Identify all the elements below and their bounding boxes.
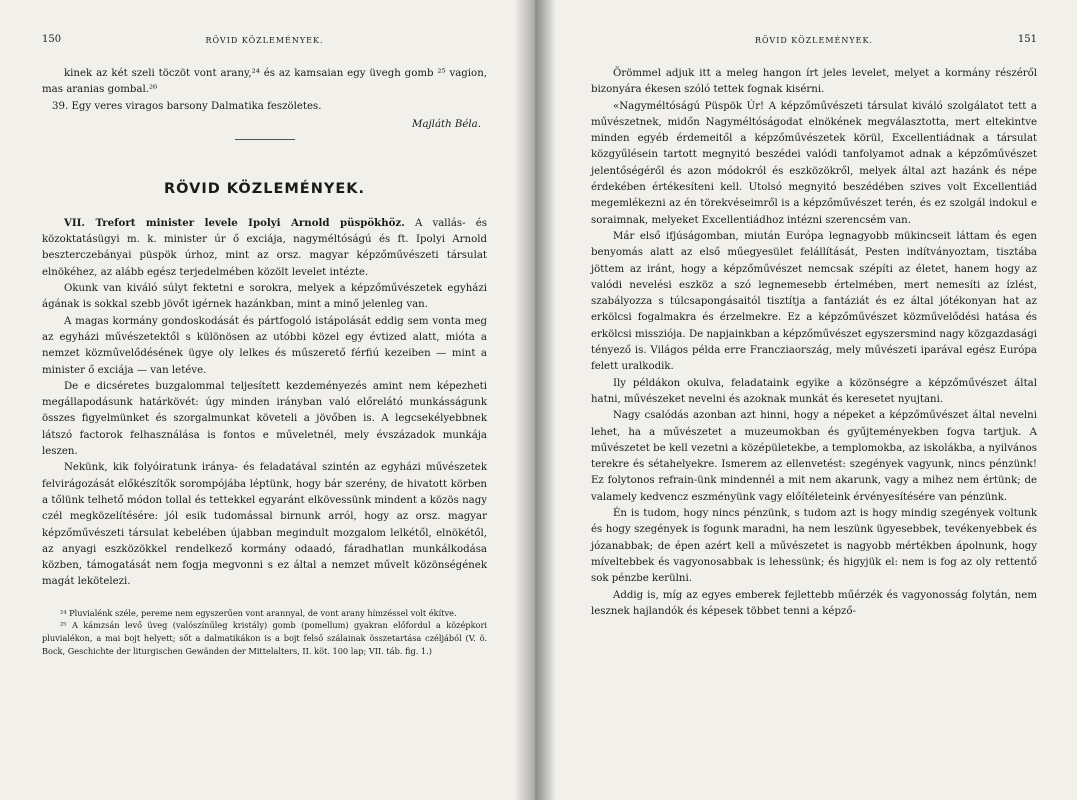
right-running-head-text: RÖVID KÖZLEMÉNYEK. (754, 36, 874, 45)
section-title: RÖVID KÖZLEMÉNYEK. (164, 180, 365, 197)
left-paragraph-5: Nekünk, kik folyóiratunk iránya- és feladatával szintén az egyházi művészetek felvirágozását előkészítők sorompójába léptünk, hogy bár szerény, de hivatott körben a tőlünk telhető módon tollal és tettekkel egyaránt elkövessünk mindent a közös nagy czél megközelítésére: jól esik tudomással birnunk arról, hogy az orsz. magyar képzőművészeti társulat kebelében újabban megindult mozgalom lelkétől, elnökétől, az anyagi eszközökkel rendelkező kormány odaadó, fáradhatlan munkálkodása közben, támogatását nem fogja megvonni s ez által a nemzet művelt közönségének magát lekötelezi. (42, 462, 487, 588)
letter-paragraph-4: Nagy csalódás azonban azt hinni, hogy a népeket a képzőművészet által nevelni lehet, ha a művészetet a muzeumokban és gyűjteményekben fogva tartjuk. A művészetet be kell vezetni a középületekbe, a templomokba, az iskolákba, a nyilvános terekre és sétahelyekre. Ismerem az ellenvetést: szegények vagyunk, nincs pénzünk! Ez folytonos refrain-ünk mindennél a mit nem akarunk, vagy a mihez nem értünk; de valamely kedvencz eszményünk vagy előítéleteink érvényesítésére van pénzünk. (591, 410, 1037, 503)
left-paragraph-4: De e dicséretes buzgalommal teljesített kezdeményezés amint nem képezheti megállapodásunk határkövét: úgy minden irányban való előrelátó munkásságunk összes figyelmünket és szorgalmunkat követeli a jövőben is. A legcsekélyebbnek látszó factorok felhasználása is fontos e műveletnél, mely évszázadok munkája leszen. (42, 380, 487, 458)
letter-paragraph-3: Ily példákon okulva, feladataink egyike a közönségre a képzőművészet által hatni, művészeket nevelni és azoknak munkát és keresetet nyujtani. (591, 377, 1037, 405)
right-running-head (591, 36, 1037, 56)
left-running-head-text: RÖVID KÖZLEMÉNYEK. (205, 36, 324, 45)
footnote-24: ²⁴ Pluvialénk széle, pereme nem egyszerűen vont arannyal, de vont arany hímzéssel volt ékítve. (60, 607, 457, 618)
right-paragraph-1: Örömmel adjuk itt a meleg hangon írt jeles levelet, melyet a kormány részéről bizonyára ékesen szóló tettek fognak kisérni. (591, 68, 1037, 96)
letter-paragraph-2: Már első ifjúságomban, miután Európa legnagyobb mükincseit láttam és egen benyomás alatt az első műegyesület felállítását, Pesten indítványoztam, tisztába jöttem az iránt, hogy a képzőművészet nemcsak szépíti az életet, hanem hogy az valódi nevelési eszköz a szó legnemesebb értelmében, mert nemesíti az ízlést, szabályozza s túlcsapongásaitól tisztítja a fantáziát és ez által jótékonyan hat az erkölcsi fogalmakra és érzelmekre. Ez a képzőművészet közművelődési hatása és erkölcsi missziója. De napjainkban a képzőművészet egyszersmind nagy közgazdasági tényező is. Világos példa erre Francziaország, mely művészeti iparával egész Európa felett uralkodik. (591, 230, 1037, 373)
section-divider (235, 139, 295, 140)
lead-paragraph (42, 215, 487, 281)
letter-paragraph-1: «Nagyméltóságú Püspök Úr! A képzőművészeti társulat kiváló szolgálatot tett a művészetnek, midőn Nagyméltóságodat elnökének megválasztotta, mert eltekintve minden egyéb érdemeitől a képzőművészetek körül, Excellentiádnak a társulat közgyűlésein tartott megnyitó beszédei valódi tanfolyamot adnak a képzőművészet jelentőségéről és azon módokról és eszközökről, melyek által azt hazánk és népe érdekében értékesíteni kell. Utolsó megnyitó beszédében szives volt Excellentiád megemlékezni az én törekvéseimről is a képzőművészet terén, és ez szolgál indokul e soraimnak, melyeket Excellentiádhoz intézni szerencsém van. (591, 100, 1037, 226)
footnote-25: ²⁵ A kámzsán levő üveg (valószínűleg kristály) gomb (pomellum) gyakran előfordul a középkori pluvialékon, a mai bojt helyett; sőt a dalmatikákon is a bojt felső szálainak összetartása czéljából (V. ö. Bock, Geschichte der liturgischen Gewänden der Mittelalters, II. köt. 100 lap; VII. táb. fig. 1.) (42, 620, 487, 656)
right-page-number: 151 (1017, 34, 1037, 45)
letter-paragraph-5: Én is tudom, hogy nincs pénzünk, s tudom azt is hogy mindig szegények voltunk és hogy szegények is fogunk maradni, ha nem leszünk ügyesebbek, tevékenyebbek és józanabbak; de épen azért kell a művészetet is nagyobb mértékben ápolnunk, hogy míveltebbek és vagyonosabbak is lehessünk; és higyjük el: nem is fog az oly rettentő sok pénzbe kerülni. (591, 508, 1037, 585)
left-paragraph-3: A magas kormány gondoskodását és pártfogoló istápolását eddig sem vonta meg az egyházi művészetektől s különösen az utóbbi közel egy évtized alatt, mióta a nemzet közművelődésének ügye oly lelkes és műszerető férfiú kezeiben — mint a minister ő exciája — van letéve. (42, 315, 487, 376)
author-signature: Majláth Béla. (412, 118, 481, 130)
book-gutter (514, 0, 556, 800)
letter-paragraph-6: Addig is, míg az egyes emberek fejlettebb műérzék és vagyonosság folytán, nem lesznek hajlandók és képesek többet tenni a képző- (591, 589, 1037, 617)
article-title: VII. Trefort minister levele Ipolyi Arnold püspökhöz. (64, 216, 405, 229)
left-page (0, 0, 535, 800)
left-page-number: 150 (42, 34, 62, 45)
lead-paragraph-text: A vallás- és közoktatásügyi m. k. minister úr ő exciája, nagyméltóságú és ft. Ipolyi Arnold beszterczebányai püspök úrhoz, mint az orsz. magyar képzőművészeti társulat elnökéhez, az alább egész terjedelmében közölt levelet intézte. (42, 217, 487, 278)
inventory-continuation: kinek az két szeli töczöt vont arany,²⁴ és az kamsaian egy üvegh gomb ²⁵ vagion, mas aranias gombal.²⁶ (42, 68, 487, 96)
right-page (535, 0, 1077, 800)
footnotes (42, 607, 487, 657)
left-paragraph-2: Okunk van kiváló súlyt fektetni e sorokra, melyek a képzőművészetek egyházi ágának is sokkal szebb jövőt igérnek hazánkban, mint a minő jelenleg van. (42, 283, 487, 311)
inventory-item-39: 39. Egy veres viragos barsony Dalmatika feszöletes. (52, 100, 322, 112)
left-running-head (42, 36, 487, 56)
